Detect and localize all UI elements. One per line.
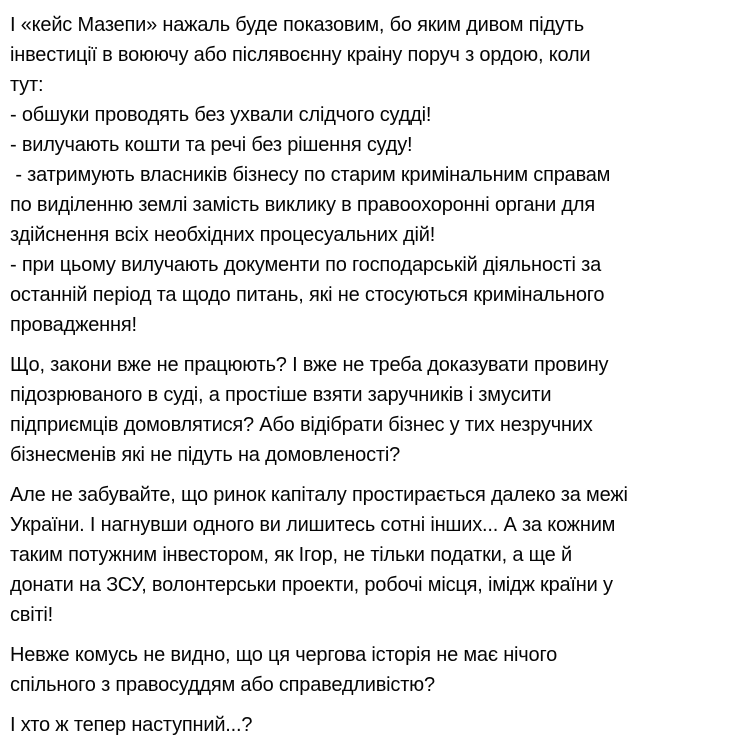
post-paragraph-2: [10, 350, 729, 470]
post-paragraph-1: [10, 10, 729, 340]
text-line-bullet: - вилучають кошти та речі без рішення суду!: [10, 134, 413, 156]
text-line-bullet: - затримують власників бізнесу по старим кримінальним справам: [10, 164, 611, 186]
text-line: Але не забувайте, що ринок капіталу простирається далеко за межі: [10, 484, 628, 506]
text-line: тут:: [10, 74, 44, 96]
text-line: по виділенню землі замість виклику в правоохоронні органи для: [10, 194, 595, 216]
text-line: підозрюваного в суді, а простіше взяти заручників і змусити: [10, 384, 552, 406]
text-line: донати на ЗСУ, волонтерськи проекти, робочі місця, імідж країни у: [10, 574, 613, 596]
text-line: світі!: [10, 604, 54, 626]
text-line: І «кейс Мазепи» нажаль буде показовим, бо яким дивом підуть: [10, 14, 584, 36]
text-line-bullet: - при цьому вилучають документи по господарській діяльності за: [10, 254, 601, 276]
text-line: Що, закони вже не працюють? І вже не треба доказувати провину: [10, 354, 609, 376]
text-line: бізнесменів які не підуть на домовленості?: [10, 444, 401, 466]
text-line: інвестиції в воюючу або післявоєнну краіну поруч з ордою, коли: [10, 44, 591, 66]
post-paragraph-4: [10, 640, 729, 700]
text-line: України. І нагнувши одного ви лишитесь сотні інших... А за кожним: [10, 514, 616, 536]
post-paragraph-3: [10, 480, 729, 630]
text-line: останній період та щодо питань, які не стосуються кримінального: [10, 284, 605, 306]
text-line: здійснення всіх необхідних процесуальних дій!: [10, 224, 436, 246]
text-line: І хто ж тепер наступний...?: [10, 714, 253, 736]
text-line-bullet: - обшуки проводять без ухвали слідчого судді!: [10, 104, 432, 126]
post-paragraph-5: [10, 710, 729, 740]
text-line: провадження!: [10, 314, 137, 336]
text-line: Невже комусь не видно, що ця чергова історія не має нічого: [10, 644, 558, 666]
text-line: таким потужним інвестором, як Ігор, не тільки податки, а ще й: [10, 544, 572, 566]
text-line: спільного з правосуддям або справедливістю?: [10, 674, 435, 696]
text-line: підприємців домовлятися? Або відібрати бізнес у тих незручних: [10, 414, 593, 436]
